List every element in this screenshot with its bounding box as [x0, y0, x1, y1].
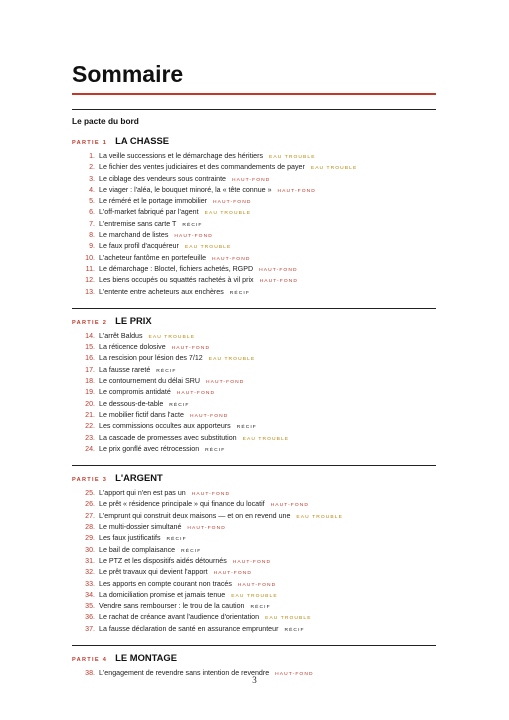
chapter-title: Le fichier des ventes judiciaires et des commandements de payer: [99, 163, 305, 172]
chapter-title: L'off-market fabriqué par l'agent: [99, 208, 199, 217]
chapter-number: 14.: [85, 331, 95, 340]
risk-tag: EAU TROUBLE: [265, 616, 312, 622]
risk-tag: EAU TROUBLE: [231, 593, 278, 599]
toc-part: [72, 135, 436, 298]
chapter-title: Le ciblage des vendeurs sous contrainte: [99, 174, 226, 183]
chapter-entry[interactable]: [72, 162, 436, 173]
chapter-number: 29.: [85, 534, 95, 543]
chapter-number: 5.: [89, 197, 95, 206]
risk-tag: HAUT-FOND: [275, 671, 314, 677]
chapter-number: 9.: [89, 242, 95, 251]
chapter-title: Les biens occupés ou squattés rachetés à vil prix: [99, 276, 254, 285]
chapter-number: 20.: [85, 399, 95, 408]
chapter-number: 12.: [85, 276, 95, 285]
chapter-title: La veille successions et le démarchage des héritiers: [99, 152, 264, 160]
part-title: L'ARGENT: [115, 472, 163, 484]
risk-tag: EAU TROUBLE: [310, 166, 358, 172]
chapter-number: 19.: [85, 388, 95, 397]
chapter-number: 33.: [85, 579, 95, 588]
chapter-number: 8.: [89, 231, 95, 240]
risk-tag: EAU TROUBLE: [204, 211, 252, 217]
chapter-number: 18.: [85, 377, 95, 386]
part-heading: [72, 472, 436, 483]
part-label: PARTIE 4: [72, 656, 108, 663]
chapter-entry[interactable]: [72, 219, 436, 230]
chapter-number: 17.: [85, 365, 95, 374]
chapter-title: La réticence dolosive: [99, 343, 166, 352]
chapter-entry[interactable]: [72, 264, 436, 275]
chapter-title: Le compromis antidaté: [99, 388, 171, 397]
risk-tag: HAUT-FOND: [189, 413, 229, 419]
chapter-title: L'emprunt qui construit deux maisons — et on en revend une: [99, 511, 291, 520]
chapter-entry[interactable]: [72, 556, 436, 567]
risk-tag: HAUT-FOND: [213, 200, 252, 206]
chapter-entry[interactable]: [72, 185, 436, 196]
part-title: LA CHASSE: [115, 135, 169, 146]
chapter-number: 16.: [85, 354, 95, 363]
chapter-entry[interactable]: [72, 499, 436, 510]
chapter-number: 3.: [89, 174, 95, 183]
chapter-entry[interactable]: [72, 545, 436, 556]
toc-part: [72, 465, 436, 635]
risk-tag: HAUT-FOND: [259, 267, 298, 273]
risk-tag: HAUT-FOND: [187, 526, 226, 532]
chapter-title: L'arrêt Baldus: [99, 331, 143, 340]
risk-tag: RÉCIF: [229, 290, 250, 296]
chapter-number: 37.: [85, 624, 95, 633]
risk-tag: EAU TROUBLE: [296, 514, 343, 520]
chapter-title: Le démarchage : Bloctel, fichiers achetés, RGPD: [99, 264, 254, 273]
chapter-title: Le viager : l'aléa, le bouquet minoré, la « tête connue »: [99, 185, 272, 194]
part-label: PARTIE 3: [72, 477, 108, 484]
chapter-number: 22.: [85, 422, 95, 431]
chapter-entry[interactable]: [72, 275, 436, 286]
page-title: Sommaire: [72, 61, 184, 87]
chapter-number: 32.: [85, 568, 95, 577]
chapter-title: Vendre sans rembourser : le trou de la caution: [99, 602, 245, 611]
chapter-title: Les commissions occultes aux apporteurs: [99, 422, 231, 431]
risk-tag: HAUT-FOND: [237, 582, 277, 588]
chapter-title: Le prêt « résidence principale » qui finance du locatif: [99, 500, 265, 509]
chapter-number: 13.: [85, 287, 95, 296]
risk-tag: RÉCIF: [166, 537, 187, 543]
risk-tag: RÉCIF: [250, 605, 271, 611]
title-rule: [72, 93, 436, 95]
chapter-entry[interactable]: [72, 207, 436, 218]
chapter-number: 25.: [85, 489, 95, 498]
chapter-title: La fausse déclaration de santé en assurance emprunteur: [99, 624, 279, 633]
chapter-number: 26.: [85, 500, 95, 509]
chapter-title: L'apport qui n'en est pas un: [99, 489, 186, 498]
chapter-title: L'engagement de revendre sans intention de revendre: [99, 668, 270, 677]
risk-tag: RÉCIF: [156, 368, 177, 374]
chapter-number: 34.: [85, 590, 95, 599]
chapter-number: 31.: [85, 556, 95, 565]
chapter-title: Le contournement du délai SRU: [99, 377, 200, 386]
risk-tag: HAUT-FOND: [259, 279, 299, 285]
chapter-number: 2.: [89, 163, 95, 172]
chapter-entry[interactable]: [72, 421, 436, 432]
chapter-entry[interactable]: [72, 522, 436, 533]
risk-tag: RÉCIF: [182, 222, 203, 228]
chapter-list: [72, 488, 436, 635]
chapter-title: La fausse rareté: [99, 365, 151, 374]
chapter-entry[interactable]: [72, 365, 436, 376]
chapter-title: Le faux profil d'acquéreur: [99, 242, 179, 251]
risk-tag: RÉCIF: [181, 548, 202, 554]
chapter-title: La rescision pour lésion des 7/12: [99, 354, 203, 363]
chapter-title: Les faux justificatifs: [99, 534, 161, 543]
chapter-number: 23.: [85, 433, 95, 442]
part-title: LE MONTAGE: [115, 651, 177, 663]
chapter-entry[interactable]: [72, 567, 436, 578]
toc-parts: [72, 135, 436, 679]
risk-tag: EAU TROUBLE: [208, 357, 256, 363]
chapter-number: 30.: [85, 545, 95, 554]
chapter-number: 1.: [89, 152, 95, 160]
chapter-number: 11.: [85, 264, 95, 273]
risk-tag: HAUT-FOND: [270, 503, 310, 509]
chapter-title: La domiciliation promise et jamais tenue: [99, 590, 226, 599]
chapter-title: Le dessous-de-table: [99, 399, 164, 408]
chapter-entry[interactable]: [72, 624, 436, 635]
chapter-title: Le PTZ et les dispositifs aidés détournés: [99, 556, 227, 565]
chapter-number: 6.: [89, 208, 95, 217]
chapter-title: L'entente entre acheteurs aux enchères: [99, 287, 224, 296]
part-heading: [72, 652, 436, 663]
risk-tag: RÉCIF: [236, 425, 257, 431]
chapter-entry[interactable]: [72, 590, 436, 601]
risk-tag: RÉCIF: [284, 627, 305, 633]
part-heading: [72, 135, 436, 146]
chapter-entry[interactable]: [72, 230, 436, 241]
part-heading: [72, 315, 436, 326]
part-title: LE PRIX: [115, 314, 152, 326]
chapter-list: [72, 151, 436, 298]
chapter-entry[interactable]: [72, 387, 436, 398]
chapter-title: L'entremise sans carte T: [99, 219, 177, 228]
chapter-entry[interactable]: [72, 511, 436, 522]
risk-tag: HAUT-FOND: [176, 391, 216, 397]
chapter-number: 10.: [85, 253, 95, 262]
risk-tag: HAUT-FOND: [171, 346, 211, 352]
chapter-entry[interactable]: [72, 533, 436, 544]
chapter-title: Le mobilier fictif dans l'acte: [99, 410, 184, 419]
part-label: PARTIE 1: [72, 140, 108, 146]
chapter-number: 7.: [89, 219, 95, 228]
chapter-entry[interactable]: [72, 399, 436, 410]
risk-tag: HAUT-FOND: [174, 234, 213, 240]
risk-tag: EAU TROUBLE: [184, 245, 232, 251]
chapter-number: 4.: [89, 185, 95, 194]
chapter-number: 28.: [85, 523, 95, 532]
chapter-number: 38.: [85, 668, 95, 677]
chapter-title: Les apports en compte courant non tracés: [99, 579, 232, 588]
chapter-number: 15.: [85, 343, 95, 352]
chapter-entry[interactable]: [72, 601, 436, 612]
chapter-entry[interactable]: [72, 444, 436, 455]
chapter-entry[interactable]: [72, 579, 436, 590]
risk-tag: EAU TROUBLE: [242, 436, 290, 442]
risk-tag: RÉCIF: [169, 402, 190, 408]
part-label: PARTIE 2: [72, 319, 108, 326]
toc-page: [72, 60, 436, 679]
chapter-title: Le prix gonflé avec rétrocession: [99, 444, 200, 453]
chapter-title: Le réméré et le portage immobilier: [99, 197, 208, 206]
risk-tag: RÉCIF: [205, 447, 226, 453]
chapter-entry[interactable]: [72, 151, 436, 162]
risk-tag: HAUT-FOND: [213, 571, 253, 577]
chapter-entry[interactable]: [72, 331, 436, 342]
chapter-entry[interactable]: [72, 253, 436, 264]
chapter-title: La cascade de promesses avec substitution: [99, 433, 237, 442]
chapter-number: 24.: [85, 444, 95, 453]
toc-part: [72, 308, 436, 455]
chapter-title: Le bail de complaisance: [99, 545, 176, 554]
chapter-entry[interactable]: [72, 287, 436, 298]
risk-tag: HAUT-FOND: [212, 256, 251, 262]
chapter-number: 21.: [85, 410, 95, 419]
chapter-entry[interactable]: [72, 353, 436, 364]
risk-tag: EAU TROUBLE: [148, 334, 196, 340]
chapter-entry[interactable]: [72, 342, 436, 353]
chapter-entry[interactable]: [72, 612, 436, 623]
risk-tag: HAUT-FOND: [191, 492, 231, 498]
chapter-entry[interactable]: [72, 410, 436, 421]
chapter-title: Le rachat de créance avant l'audience d'orientation: [99, 613, 260, 622]
prelude-heading: Le pacte du bord: [72, 109, 436, 126]
chapter-entry[interactable]: [72, 433, 436, 444]
page-number: 3: [252, 675, 257, 685]
chapter-list: [72, 331, 436, 455]
chapter-entry[interactable]: [72, 174, 436, 185]
chapter-title: Le marchand de listes: [99, 231, 169, 240]
chapter-entry[interactable]: [72, 488, 436, 499]
risk-tag: HAUT-FOND: [205, 380, 245, 386]
chapter-entry[interactable]: [72, 196, 436, 207]
chapter-title: Le prêt travaux qui devient l'apport: [99, 568, 208, 577]
risk-tag: EAU TROUBLE: [269, 155, 316, 160]
risk-tag: HAUT-FOND: [231, 177, 271, 183]
risk-tag: HAUT-FOND: [232, 559, 272, 565]
chapter-title: L'acheteur fantôme en portefeuille: [99, 253, 207, 262]
chapter-number: 35.: [85, 602, 95, 611]
chapter-entry[interactable]: [72, 241, 436, 252]
chapter-title: Le multi-dossier simultané: [99, 523, 182, 532]
risk-tag: HAUT-FOND: [277, 188, 316, 194]
chapter-number: 36.: [85, 613, 95, 622]
chapter-entry[interactable]: [72, 376, 436, 387]
chapter-number: 27.: [85, 511, 95, 520]
